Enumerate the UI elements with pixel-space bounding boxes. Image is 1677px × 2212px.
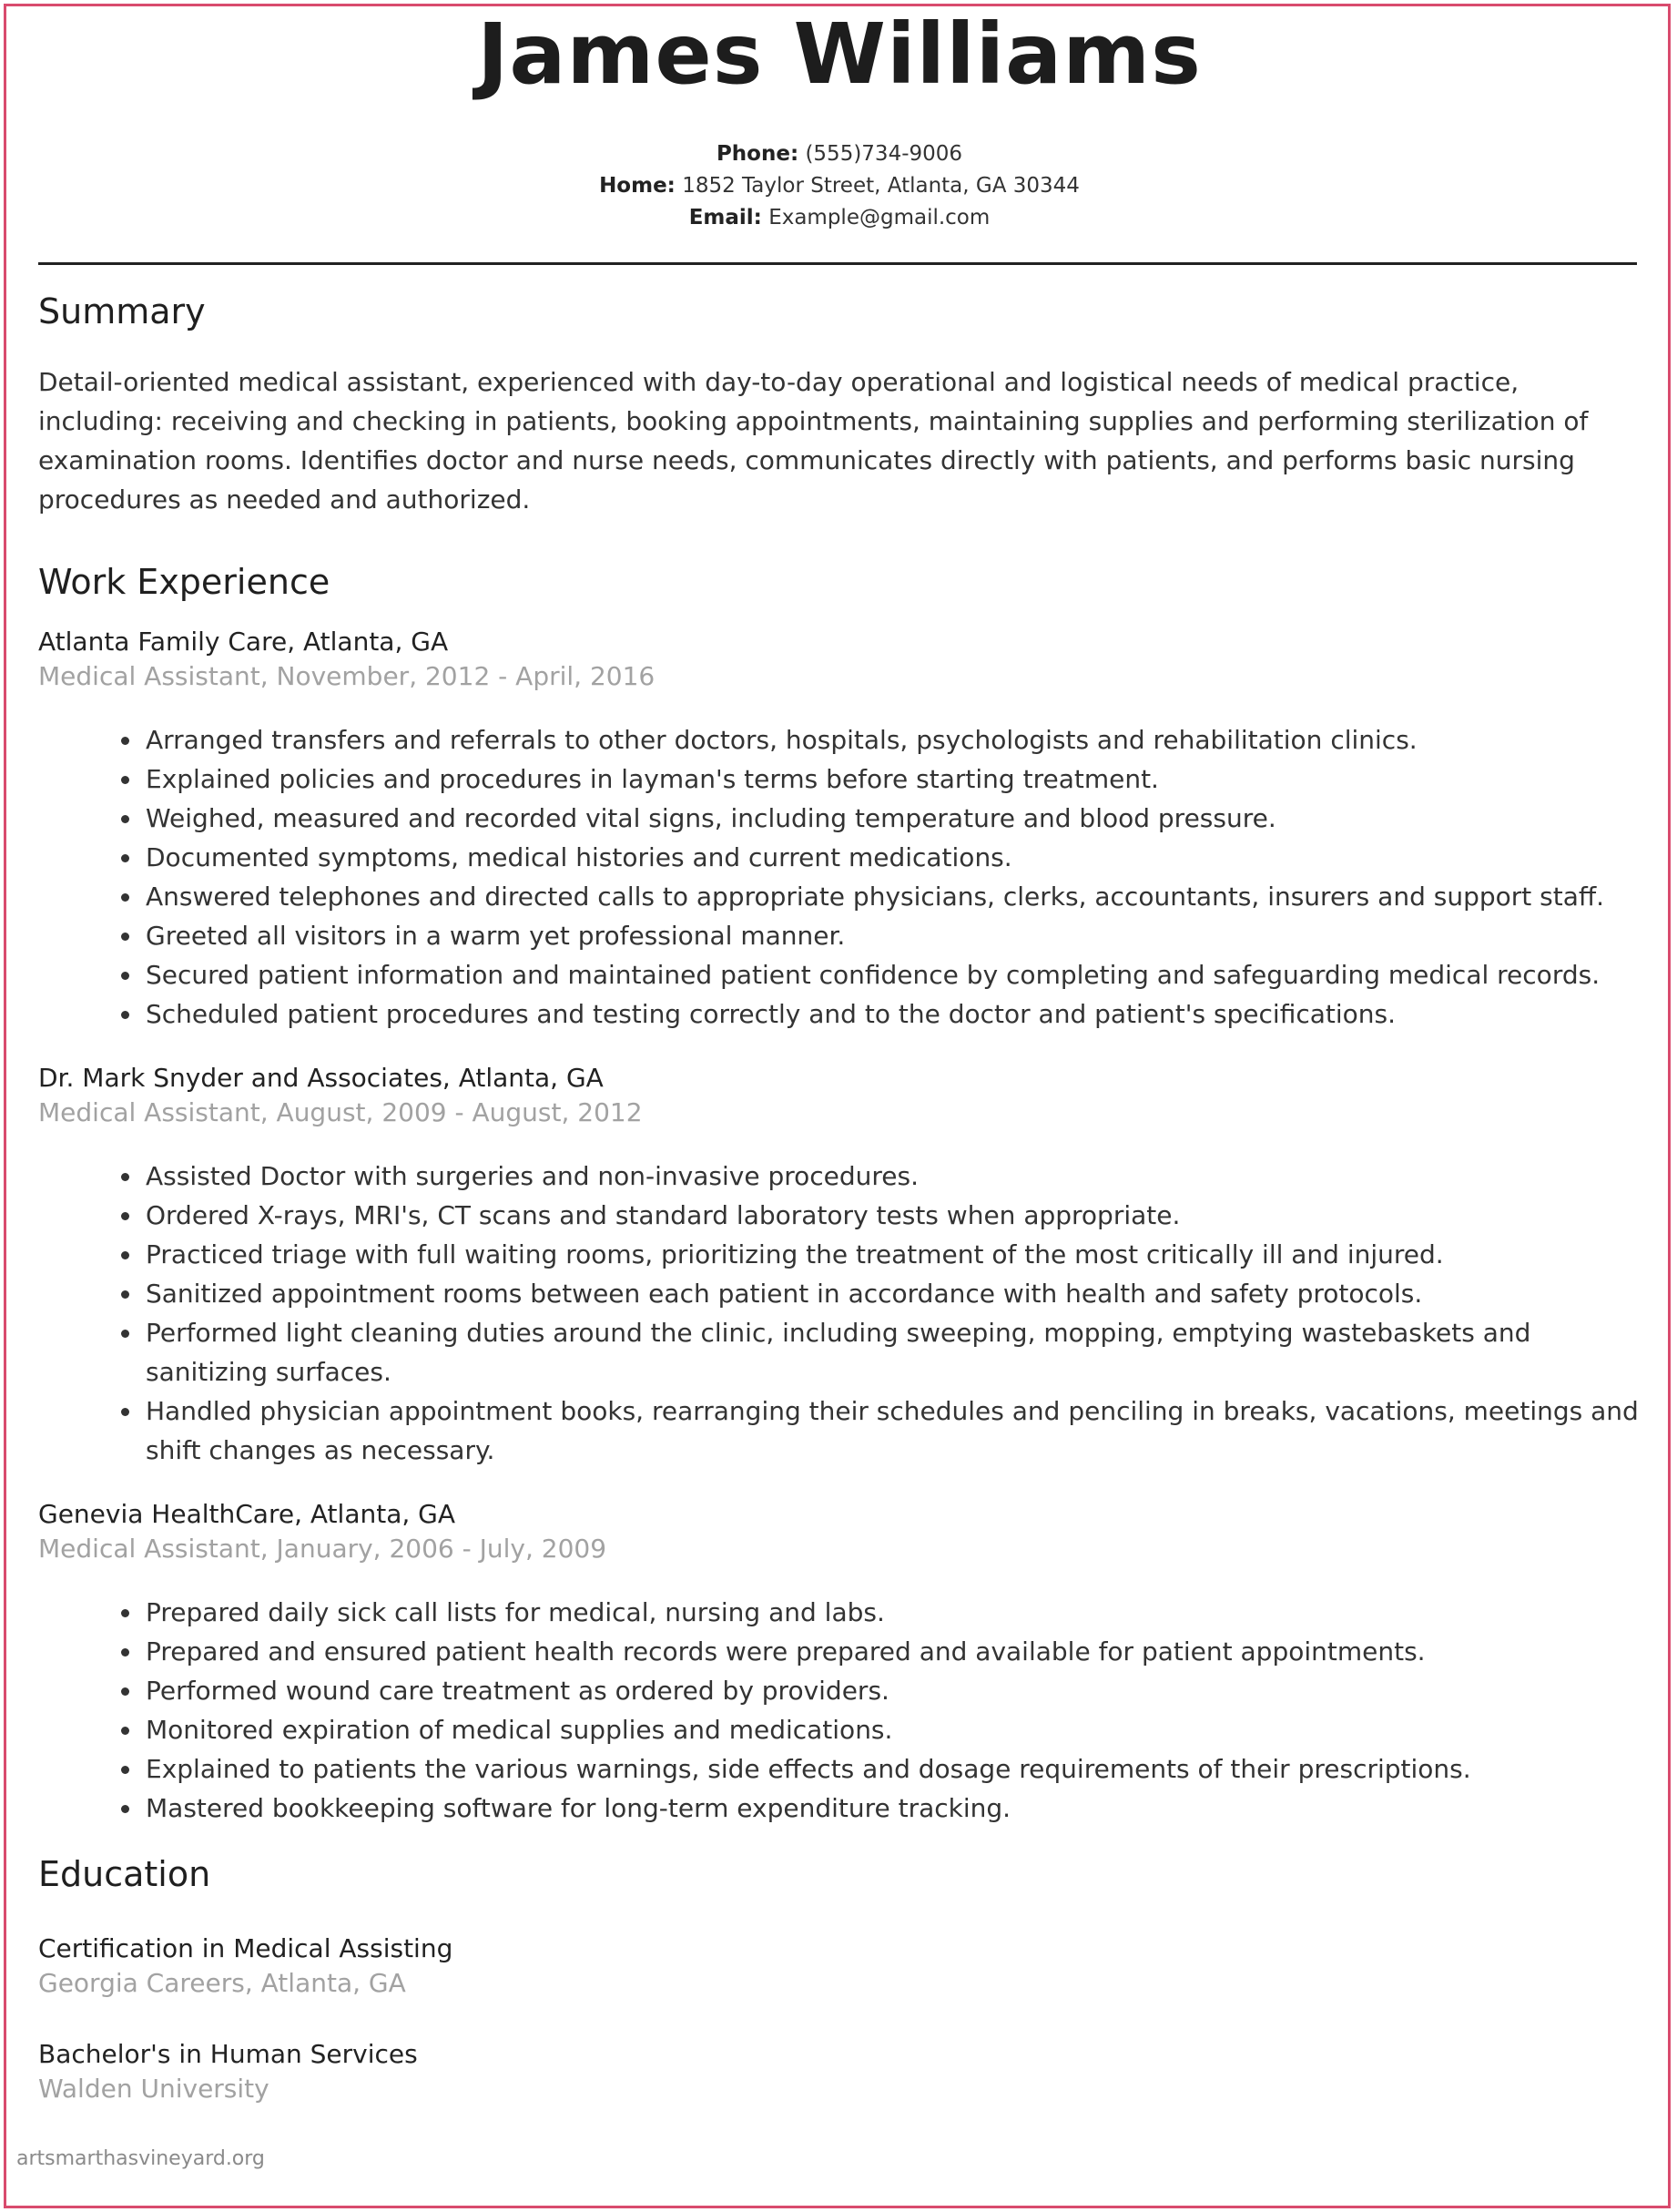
education-school: Georgia Careers [38, 1968, 245, 1998]
education-degree: Bachelor's in Human Services [38, 2039, 418, 2069]
summary-heading: Summary [38, 291, 206, 331]
job-entry [38, 1497, 1641, 1828]
list-item: • Performed light cleaning duties around the clinic, including sweeping, mopping, emptying wastebaskets and sanitizing surfaces. [143, 1313, 1641, 1391]
list-item: • Documented symptoms, medical histories and current medications. [143, 838, 1641, 877]
home-line [38, 170, 1641, 202]
job-subtitle [38, 1096, 1641, 1130]
job-company: Dr. Mark Snyder and Associates [38, 1063, 442, 1093]
list-item: • Monitored expiration of medical supplies and medications. [143, 1710, 1641, 1749]
job-subtitle [38, 659, 1641, 694]
list-item: • Prepared daily sick call lists for medical, nursing and labs. [143, 1593, 1641, 1632]
email-line [38, 202, 1641, 234]
job-dates: , November, 2012 - April, 2016 [259, 661, 656, 691]
job-role: Medical Assistant [38, 1534, 260, 1564]
list-item: • Secured patient information and maintained patient confidence by completing and safeguarding medical records. [143, 955, 1641, 994]
list-item: • Mastered bookkeeping software for long-term expenditure tracking. [143, 1789, 1641, 1828]
job-entry [38, 625, 1641, 1034]
watermark-text: artsmarthasvineyard.org [16, 2147, 265, 2170]
education-location: , Atlanta, GA [244, 1968, 406, 1998]
phone-value: (555)734-9006 [805, 142, 963, 166]
list-item: • Performed wound care treatment as ordered by providers. [143, 1671, 1641, 1710]
education-school-line [38, 1966, 1641, 2001]
list-item: • Handled physician appointment books, rearranging their schedules and penciling in breaks, vacations, meetings and shift changes as necessary. [143, 1391, 1641, 1470]
education-heading: Education [38, 1854, 211, 1894]
education-school-line [38, 2072, 1641, 2106]
job-role: Medical Assistant [38, 1097, 260, 1127]
job-location: , Atlanta, GA [294, 1499, 456, 1529]
summary-text: Detail-oriented medical assistant, experienced with day-to-day operational and logistical needs of medical practice, including: receiving and checking in patients, booking appointments, maintaining supplies and performing sterilization of examination rooms. Identifies doctor and nurse needs, communicates directly with patients, and performs basic nursing procedures as needed and authorized. [38, 367, 1589, 515]
home-label: Home: [599, 174, 676, 198]
list-item: • Practiced triage with full waiting rooms, prioritizing the treatment of the most critically ill and injured. [143, 1235, 1641, 1274]
candidate-name: James Williams [477, 5, 1202, 103]
job-duties-list [38, 720, 1641, 1034]
list-item: • Sanitized appointment rooms between each patient in accordance with health and safety protocols. [143, 1274, 1641, 1313]
resume-page [38, 0, 1641, 2106]
job-location: , Atlanta, GA [287, 627, 449, 657]
list-item: • Scheduled patient procedures and testing correctly and to the doctor and patient's specifications. [143, 994, 1641, 1034]
phone-line [38, 138, 1641, 170]
list-item: • Arranged transfers and referrals to other doctors, hospitals, psychologists and rehabilitation clinics. [143, 720, 1641, 759]
job-title [38, 1497, 1641, 1532]
list-item: • Explained to patients the various warnings, side effects and dosage requirements of their prescriptions. [143, 1749, 1641, 1789]
job-dates: , August, 2009 - August, 2012 [259, 1097, 643, 1127]
job-location: , Atlanta, GA [442, 1063, 604, 1093]
list-item: • Answered telephones and directed calls to appropriate physicians, clerks, accountants, insurers and support staff. [143, 877, 1641, 916]
home-value: 1852 Taylor Street, Atlanta, GA 30344 [682, 174, 1080, 198]
job-title [38, 1061, 1641, 1096]
list-item: • Greeted all visitors in a warm yet professional manner. [143, 916, 1641, 955]
list-item: • Weighed, measured and recorded vital signs, including temperature and blood pressure. [143, 799, 1641, 838]
list-item: • Ordered X-rays, MRI's, CT scans and standard laboratory tests when appropriate. [143, 1196, 1641, 1235]
work-experience-heading: Work Experience [38, 562, 330, 602]
job-company: Genevia HealthCare [38, 1499, 295, 1529]
list-item: • Explained policies and procedures in layman's terms before starting treatment. [143, 759, 1641, 799]
job-company: Atlanta Family Care [38, 627, 288, 657]
job-role: Medical Assistant [38, 661, 260, 691]
job-duties-list [38, 1593, 1641, 1828]
education-entry [38, 1932, 1641, 2001]
job-duties-list [38, 1157, 1641, 1470]
education-degree: Certification in Medical Assisting [38, 1933, 453, 1963]
education-entry [38, 2037, 1641, 2106]
list-item: • Prepared and ensured patient health records were prepared and available for patient appointments. [143, 1632, 1641, 1671]
email-label: Email: [688, 206, 762, 229]
phone-label: Phone: [716, 142, 799, 166]
job-title [38, 625, 1641, 659]
education-school: Walden University [38, 2074, 269, 2104]
header-divider [38, 262, 1637, 265]
job-subtitle [38, 1532, 1641, 1566]
job-entry [38, 1061, 1641, 1470]
contact-block [38, 138, 1641, 234]
list-item: • Assisted Doctor with surgeries and non-invasive procedures. [143, 1157, 1641, 1196]
email-value: Example@gmail.com [768, 206, 991, 229]
job-dates: , January, 2006 - July, 2009 [259, 1534, 607, 1564]
